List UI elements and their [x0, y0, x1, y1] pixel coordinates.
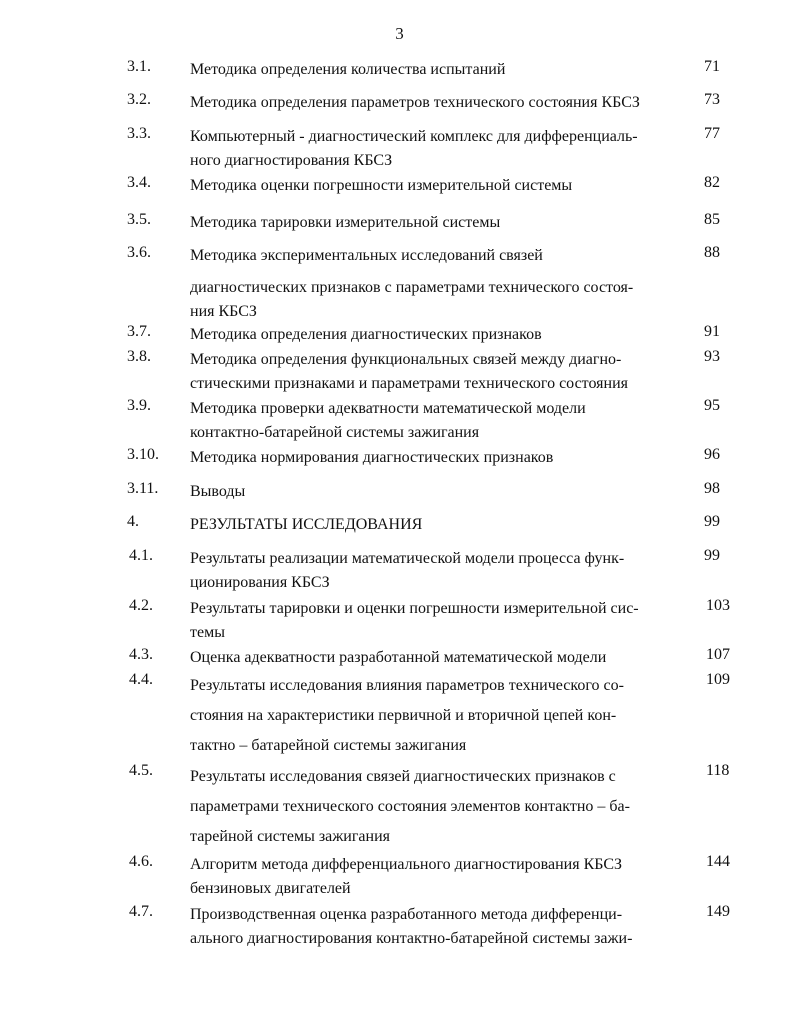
- toc-entry-title-line: Методика тарировки измерительной системы: [190, 214, 501, 231]
- toc-entry-title-line: Методика оценки погрешности измерительной системы: [190, 177, 573, 194]
- toc-entry-page: 109: [706, 671, 730, 688]
- toc-entry-page: 99: [704, 513, 720, 530]
- toc-entry-title: [190, 762, 690, 852]
- toc-entry-title-line: диагностических признаков с параметрами технического состоя-: [190, 279, 634, 296]
- toc-entry-title-line: стояния на характеристики первичной и вторичной цепей кон-: [190, 707, 617, 724]
- toc-entry-title-line: параметрами технического состояния элементов контактно – ба-: [190, 798, 630, 815]
- toc-entry-title: [190, 547, 690, 595]
- toc-entry-title-line: Методика нормирования диагностических признаков: [190, 449, 554, 466]
- toc-entry-page: 77: [704, 125, 720, 142]
- toc-entry-title: [190, 480, 690, 504]
- toc-entry-title-line: Оценка адекватности разработанной математической модели: [190, 649, 607, 666]
- toc-entry-title-line: Выводы: [190, 483, 246, 500]
- toc-entry-page: 95: [704, 397, 720, 414]
- toc-entry-page: 99: [704, 547, 720, 564]
- toc-entry-title: [190, 244, 690, 324]
- toc-entry-title: [190, 903, 690, 951]
- toc-entry-title-line: Компьютерный - диагностический комплекс для дифференциаль-: [190, 128, 638, 145]
- toc-entry-page: 96: [704, 446, 720, 463]
- toc-entry-title: [190, 646, 690, 670]
- toc-entry-number: 3.4.: [127, 174, 151, 191]
- toc-entry-page: 88: [704, 244, 720, 261]
- toc-entry-number: 3.7.: [127, 323, 151, 340]
- toc-entry-number: 3.11.: [127, 480, 159, 497]
- toc-entry-number: 3.6.: [127, 244, 151, 261]
- toc-entry-page: 144: [706, 853, 730, 870]
- toc-entry-page: 118: [706, 762, 730, 779]
- toc-entry-number: 3.9.: [127, 397, 151, 414]
- toc-entry-number: 3.3.: [127, 125, 151, 142]
- toc-entry-title-line: Методика определения параметров технического состояния КБСЗ: [190, 94, 640, 111]
- toc-entry-title-line: Результаты реализации математической модели процесса функ-: [190, 550, 625, 567]
- toc-entry-page: 85: [704, 211, 720, 228]
- toc-entry-title: [190, 853, 690, 901]
- toc-entry-title-line: Методика проверки адекватности математической модели: [190, 400, 586, 417]
- toc-entry-title: [190, 323, 690, 347]
- toc-entry-title: [190, 174, 690, 198]
- toc-entry-number: 4.7.: [129, 903, 153, 920]
- toc-entry-page: 71: [704, 58, 720, 75]
- toc-entry-title-line: контактно-батарейной системы зажигания: [190, 424, 480, 441]
- toc-entry-page: 103: [706, 597, 730, 614]
- toc-entry-title-line: Методика определения диагностических признаков: [190, 326, 542, 343]
- toc-entry-title: [190, 397, 690, 445]
- toc-entry-number: 4.5.: [129, 762, 153, 779]
- toc-entry-page: 149: [706, 903, 730, 920]
- toc-entry-number: 3.5.: [127, 211, 151, 228]
- page-number: 3: [395, 24, 404, 43]
- toc-entry-title-line: темы: [190, 624, 225, 641]
- toc-entry-number: 4.4.: [129, 671, 153, 688]
- toc-entry-page: 93: [704, 348, 720, 365]
- toc-entry-title-line: тарейной системы зажигания: [190, 828, 390, 845]
- toc-entry-number: 4.: [127, 513, 139, 530]
- toc-entry-number: 4.1.: [129, 547, 153, 564]
- toc-entry-page: 91: [704, 323, 720, 340]
- toc-entry-title-line: Методика определения функциональных связей между диагно-: [190, 351, 622, 368]
- toc-entry-title: [190, 671, 690, 761]
- toc-entry-title-line: Результаты исследования связей диагностических признаков с: [190, 768, 616, 785]
- toc-entry-title-line: тактно – батарейной системы зажигания: [190, 737, 467, 754]
- toc-entry-title-line: Производственная оценка разработанного метода дифференци-: [190, 906, 623, 923]
- toc-entry-number: 4.3.: [129, 646, 153, 663]
- toc-entry-title-line: стическими признаками и параметрами технического состояния: [190, 375, 628, 392]
- toc-entry-title-line: Методика экспериментальных исследований связей: [190, 247, 543, 264]
- toc-entry-title-line: ционирования КБСЗ: [190, 574, 330, 591]
- toc-entry-title-line: ального диагностирования контактно-батарейной системы зажи-: [190, 930, 633, 947]
- toc-entry-title: [190, 125, 690, 173]
- toc-entry-number: 3.8.: [127, 348, 151, 365]
- toc-entry-title: [190, 597, 690, 645]
- toc-entry-number: 3.10.: [127, 446, 159, 463]
- toc-entry-number: 4.6.: [129, 853, 153, 870]
- toc-entry-title: [190, 58, 690, 82]
- toc-entry-number: 3.2.: [127, 91, 151, 108]
- toc-entry-title: [190, 211, 690, 235]
- toc-entry-title: [190, 348, 690, 396]
- toc-entry-title-line: Результаты исследования влияния параметров технического со-: [190, 677, 624, 694]
- toc-entry-title-line: бензиновых двигателей: [190, 880, 351, 897]
- toc-entry-title-line: ния КБСЗ: [190, 303, 257, 320]
- toc-entry-title: [190, 513, 690, 537]
- toc-entry-number: 4.2.: [129, 597, 153, 614]
- toc-entry-title: [190, 446, 690, 470]
- toc-entry-title: [190, 91, 690, 115]
- toc-entry-number: 3.1.: [127, 58, 151, 75]
- toc-entry-title-line: РЕЗУЛЬТАТЫ ИССЛЕДОВАНИЯ: [190, 516, 423, 533]
- toc-entry-title-line: Результаты тарировки и оценки погрешности измерительной сис-: [190, 600, 639, 617]
- toc-entry-page: 98: [704, 480, 720, 497]
- toc-entry-page: 82: [704, 174, 720, 191]
- toc-entry-page: 73: [704, 91, 720, 108]
- toc-entry-title-line: ного диагностирования КБСЗ: [190, 152, 393, 169]
- toc-entry-page: 107: [706, 646, 730, 663]
- toc-entry-title-line: Методика определения количества испытаний: [190, 61, 506, 78]
- toc-entry-title-line: Алгоритм метода дифференциального диагностирования КБСЗ: [190, 856, 623, 873]
